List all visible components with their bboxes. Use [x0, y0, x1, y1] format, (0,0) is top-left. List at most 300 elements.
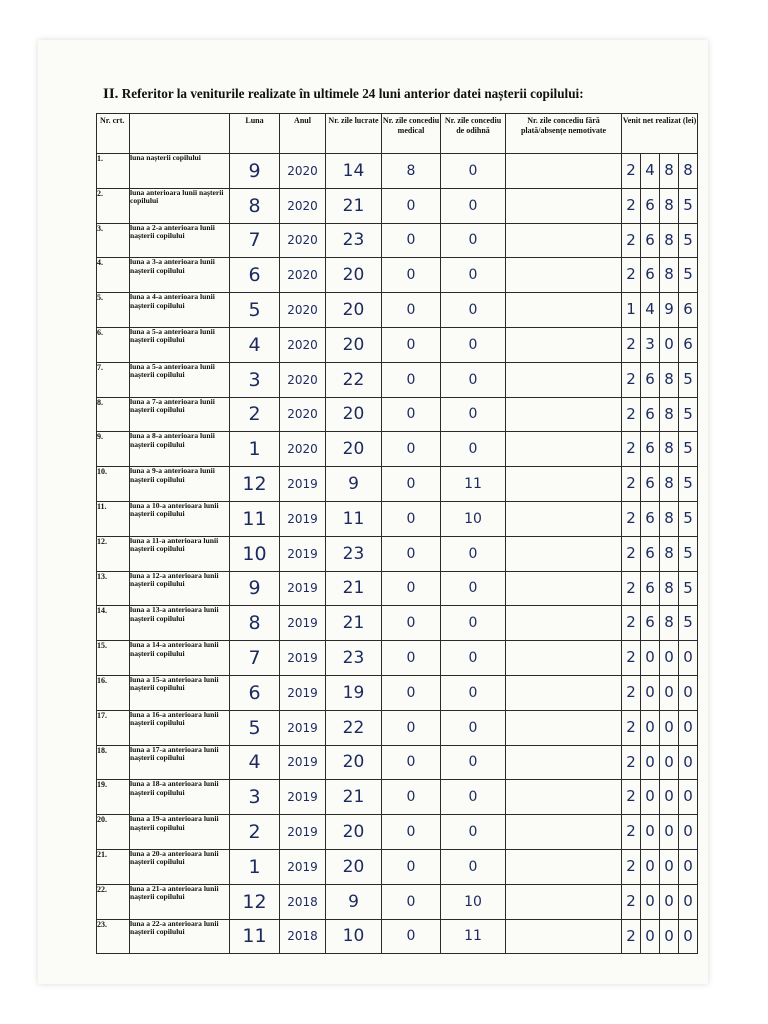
net-income-digit: 0 — [659, 328, 678, 362]
net-income-digit: 1 — [626, 300, 636, 319]
month-value: 8 — [230, 188, 280, 223]
row-description: luna a 5-a anterioara lunii nașterii copilului — [130, 327, 230, 362]
net-income-digit: 5 — [678, 467, 697, 501]
section-title — [103, 86, 703, 103]
table-row — [97, 571, 698, 606]
table-row — [97, 258, 698, 293]
net-income-digit: 6 — [640, 189, 659, 223]
medical-leave-value: 0 — [382, 362, 441, 397]
net-income-cell — [622, 745, 698, 780]
medical-leave-value: 0 — [382, 884, 441, 919]
net-income-digit: 8 — [659, 363, 678, 397]
header-description — [130, 114, 230, 154]
net-income-digit: 2 — [626, 717, 636, 736]
medical-leave-value: 0 — [382, 258, 441, 293]
row-description: luna a 9-a anterioara lunii nașterii copilului — [130, 467, 230, 502]
net-income-cell — [622, 675, 698, 710]
unpaid-leave-value — [506, 362, 622, 397]
year-value: 2019 — [280, 501, 326, 536]
net-income-digits — [622, 537, 697, 571]
net-income-digit: 2 — [626, 926, 636, 945]
net-income-digit: 6 — [640, 606, 659, 640]
net-income-digit: 0 — [640, 641, 659, 675]
row-number: 16. — [97, 675, 130, 710]
rest-leave-value: 0 — [441, 154, 506, 189]
worked-days-value: 22 — [326, 362, 382, 397]
table-row — [97, 780, 698, 815]
rest-leave-value: 10 — [441, 884, 506, 919]
row-description: luna a 10-a anterioara lunii nașterii copilului — [130, 501, 230, 536]
net-income-digit: 2 — [626, 474, 636, 493]
net-income-digit: 4 — [640, 293, 659, 327]
unpaid-leave-value — [506, 849, 622, 884]
medical-leave-value: 0 — [382, 327, 441, 362]
net-income-digit: 8 — [659, 154, 678, 188]
row-description: luna a 20-a anterioara lunii nașterii copilului — [130, 849, 230, 884]
rest-leave-value: 0 — [441, 849, 506, 884]
net-income-digits — [622, 398, 697, 432]
row-number: 18. — [97, 745, 130, 780]
unpaid-leave-value — [506, 780, 622, 815]
net-income-digit: 0 — [640, 920, 659, 954]
net-income-digit: 5 — [678, 502, 697, 536]
rest-leave-value: 0 — [441, 606, 506, 641]
header-concediu-medical: Nr. zile concediu medical — [382, 114, 441, 154]
net-income-digit: 0 — [659, 676, 678, 710]
net-income-digit: 6 — [640, 224, 659, 258]
unpaid-leave-value — [506, 815, 622, 850]
net-income-cell — [622, 606, 698, 641]
unpaid-leave-value — [506, 397, 622, 432]
worked-days-value: 20 — [326, 815, 382, 850]
section-title-text: Referitor la veniturile realizate în ultimele 24 luni anterior datei nașterii copilului: — [121, 86, 584, 101]
net-income-digits — [622, 258, 697, 292]
year-value: 2020 — [280, 258, 326, 293]
row-description: luna a 13-a anterioara lunii nașterii copilului — [130, 606, 230, 641]
medical-leave-value: 0 — [382, 188, 441, 223]
row-description: luna a 21-a anterioara lunii nașterii copilului — [130, 884, 230, 919]
unpaid-leave-value — [506, 675, 622, 710]
year-value: 2019 — [280, 536, 326, 571]
row-number: 6. — [97, 327, 130, 362]
rest-leave-value: 0 — [441, 536, 506, 571]
medical-leave-value: 0 — [382, 710, 441, 745]
row-number: 3. — [97, 223, 130, 258]
row-number: 4. — [97, 258, 130, 293]
table-row — [97, 154, 698, 189]
table-row — [97, 293, 698, 328]
table-row — [97, 745, 698, 780]
net-income-digit: 5 — [678, 537, 697, 571]
net-income-digit: 2 — [626, 195, 636, 214]
income-table — [96, 113, 698, 954]
rest-leave-value: 0 — [441, 223, 506, 258]
net-income-digits — [622, 850, 697, 884]
net-income-digit: 0 — [659, 850, 678, 884]
month-value: 2 — [230, 815, 280, 850]
net-income-digit: 6 — [640, 258, 659, 292]
month-value: 4 — [230, 745, 280, 780]
year-value: 2020 — [280, 362, 326, 397]
year-value: 2020 — [280, 327, 326, 362]
net-income-digit: 2 — [626, 891, 636, 910]
net-income-digit: 5 — [678, 606, 697, 640]
rest-leave-value: 0 — [441, 675, 506, 710]
worked-days-value: 20 — [326, 745, 382, 780]
net-income-digit: 6 — [640, 363, 659, 397]
worked-days-value: 9 — [326, 467, 382, 502]
net-income-cell — [622, 327, 698, 362]
header-concediu-fara-plata: Nr. zile concediu fără plată/absențe nemotivate — [506, 114, 622, 154]
month-value: 2 — [230, 397, 280, 432]
header-nr: Nr. crt. — [97, 114, 130, 154]
worked-days-value: 21 — [326, 606, 382, 641]
net-income-digit: 0 — [678, 920, 697, 954]
net-income-digits — [622, 189, 697, 223]
header-venit: Venit net realizat (lei) — [622, 114, 698, 154]
unpaid-leave-value — [506, 641, 622, 676]
net-income-digit: 0 — [659, 780, 678, 814]
header-concediu-odihna: Nr. zile concediu de odihnă — [441, 114, 506, 154]
rest-leave-value: 0 — [441, 258, 506, 293]
unpaid-leave-value — [506, 501, 622, 536]
year-value: 2019 — [280, 606, 326, 641]
year-value: 2018 — [280, 884, 326, 919]
table-row — [97, 641, 698, 676]
row-number: 12. — [97, 536, 130, 571]
net-income-digit: 0 — [640, 815, 659, 849]
row-description: luna a 12-a anterioara lunii nașterii copilului — [130, 571, 230, 606]
net-income-digit: 5 — [678, 398, 697, 432]
medical-leave-value: 0 — [382, 849, 441, 884]
rest-leave-value: 0 — [441, 293, 506, 328]
net-income-digit: 2 — [626, 439, 636, 458]
net-income-digit: 2 — [626, 578, 636, 597]
row-description: luna a 17-a anterioara lunii nașterii copilului — [130, 745, 230, 780]
unpaid-leave-value — [506, 745, 622, 780]
row-description: luna a 3-a anterioara lunii nașterii copilului — [130, 258, 230, 293]
header-luna: Luna — [230, 114, 280, 154]
net-income-digit: 6 — [678, 328, 697, 362]
month-value: 8 — [230, 606, 280, 641]
net-income-cell — [622, 780, 698, 815]
net-income-digits — [622, 572, 697, 606]
row-description: luna a 7-a anterioara lunii nașterii copilului — [130, 397, 230, 432]
net-income-cell — [622, 536, 698, 571]
net-income-digit: 2 — [626, 369, 636, 388]
medical-leave-value: 0 — [382, 571, 441, 606]
net-income-digit: 2 — [626, 613, 636, 632]
net-income-cell — [622, 467, 698, 502]
medical-leave-value: 0 — [382, 815, 441, 850]
row-description: luna a 11-a anterioara lunii nașterii copilului — [130, 536, 230, 571]
net-income-cell — [622, 815, 698, 850]
table-header-row — [97, 114, 698, 154]
net-income-digit: 9 — [659, 293, 678, 327]
row-number: 7. — [97, 362, 130, 397]
row-description: luna a 8-a anterioara lunii nașterii copilului — [130, 432, 230, 467]
year-value: 2020 — [280, 397, 326, 432]
net-income-digits — [622, 780, 697, 814]
net-income-digit: 0 — [640, 850, 659, 884]
row-number: 20. — [97, 815, 130, 850]
net-income-digit: 5 — [678, 224, 697, 258]
net-income-digit: 2 — [626, 161, 636, 179]
row-number: 13. — [97, 571, 130, 606]
table-row — [97, 501, 698, 536]
medical-leave-value: 0 — [382, 606, 441, 641]
medical-leave-value: 0 — [382, 467, 441, 502]
unpaid-leave-value — [506, 467, 622, 502]
row-description: luna a 18-a anterioara lunii nașterii copilului — [130, 780, 230, 815]
rest-leave-value: 0 — [441, 745, 506, 780]
net-income-digit: 5 — [678, 258, 697, 292]
net-income-digit: 0 — [678, 676, 697, 710]
unpaid-leave-value — [506, 293, 622, 328]
net-income-digits — [622, 363, 697, 397]
net-income-digit: 2 — [626, 787, 636, 806]
unpaid-leave-value — [506, 258, 622, 293]
month-value: 12 — [230, 467, 280, 502]
net-income-digits — [622, 606, 697, 640]
net-income-digit: 2 — [626, 508, 636, 527]
row-description: luna a 15-a anterioara lunii nașterii copilului — [130, 675, 230, 710]
row-number: 11. — [97, 501, 130, 536]
year-value: 2019 — [280, 710, 326, 745]
month-value: 6 — [230, 258, 280, 293]
net-income-digit: 8 — [659, 572, 678, 606]
medical-leave-value: 0 — [382, 536, 441, 571]
worked-days-value: 23 — [326, 536, 382, 571]
unpaid-leave-value — [506, 327, 622, 362]
row-description: luna a 14-a anterioara lunii nașterii copilului — [130, 641, 230, 676]
net-income-digit: 0 — [678, 711, 697, 745]
row-number: 19. — [97, 780, 130, 815]
rest-leave-value: 0 — [441, 815, 506, 850]
month-value: 11 — [230, 501, 280, 536]
table-row — [97, 606, 698, 641]
net-income-digit: 6 — [640, 572, 659, 606]
net-income-digit: 2 — [626, 682, 636, 701]
net-income-digit: 8 — [659, 432, 678, 466]
net-income-digit: 0 — [659, 711, 678, 745]
worked-days-value: 20 — [326, 293, 382, 328]
month-value: 1 — [230, 849, 280, 884]
row-number: 17. — [97, 710, 130, 745]
table-row — [97, 188, 698, 223]
month-value: 9 — [230, 571, 280, 606]
year-value: 2019 — [280, 641, 326, 676]
worked-days-value: 20 — [326, 397, 382, 432]
net-income-cell — [622, 397, 698, 432]
net-income-cell — [622, 641, 698, 676]
year-value: 2020 — [280, 154, 326, 189]
net-income-digit: 5 — [678, 189, 697, 223]
net-income-digit: 2 — [626, 265, 636, 284]
net-income-cell — [622, 884, 698, 919]
net-income-digit: 6 — [640, 537, 659, 571]
net-income-digit: 0 — [640, 885, 659, 919]
net-income-digit: 8 — [659, 537, 678, 571]
month-value: 7 — [230, 223, 280, 258]
net-income-digit: 2 — [626, 543, 636, 562]
worked-days-value: 23 — [326, 641, 382, 676]
net-income-digits — [622, 676, 697, 710]
year-value: 2019 — [280, 467, 326, 502]
month-value: 3 — [230, 780, 280, 815]
net-income-digits — [622, 502, 697, 536]
month-value: 11 — [230, 919, 280, 954]
net-income-digit: 0 — [640, 676, 659, 710]
unpaid-leave-value — [506, 536, 622, 571]
net-income-cell — [622, 571, 698, 606]
net-income-digit: 8 — [659, 502, 678, 536]
year-value: 2020 — [280, 223, 326, 258]
worked-days-value: 20 — [326, 849, 382, 884]
table-row — [97, 710, 698, 745]
table-row — [97, 536, 698, 571]
unpaid-leave-value — [506, 919, 622, 954]
table-row — [97, 849, 698, 884]
net-income-digit: 0 — [678, 815, 697, 849]
net-income-cell — [622, 362, 698, 397]
net-income-cell — [622, 849, 698, 884]
net-income-digits — [622, 920, 697, 954]
year-value: 2020 — [280, 188, 326, 223]
worked-days-value: 22 — [326, 710, 382, 745]
row-description: luna anterioara lunii nașterii copilului — [130, 188, 230, 223]
net-income-digit: 0 — [659, 815, 678, 849]
rest-leave-value: 11 — [441, 919, 506, 954]
table-row — [97, 884, 698, 919]
year-value: 2019 — [280, 849, 326, 884]
net-income-digit: 0 — [678, 850, 697, 884]
net-income-digit: 0 — [640, 711, 659, 745]
net-income-digit: 5 — [678, 363, 697, 397]
net-income-digit: 0 — [659, 885, 678, 919]
worked-days-value: 23 — [326, 223, 382, 258]
month-value: 1 — [230, 432, 280, 467]
row-description: luna a 2-a anterioara lunii nașterii copilului — [130, 223, 230, 258]
worked-days-value: 10 — [326, 919, 382, 954]
row-number: 8. — [97, 397, 130, 432]
medical-leave-value: 0 — [382, 641, 441, 676]
unpaid-leave-value — [506, 188, 622, 223]
net-income-digit: 2 — [626, 752, 636, 771]
net-income-digit: 0 — [659, 641, 678, 675]
row-number: 22. — [97, 884, 130, 919]
medical-leave-value: 0 — [382, 432, 441, 467]
net-income-digits — [622, 432, 697, 466]
unpaid-leave-value — [506, 571, 622, 606]
net-income-digit: 2 — [626, 648, 636, 667]
year-value: 2020 — [280, 432, 326, 467]
table-row — [97, 327, 698, 362]
net-income-digit: 8 — [659, 398, 678, 432]
net-income-cell — [622, 501, 698, 536]
month-value: 10 — [230, 536, 280, 571]
month-value: 3 — [230, 362, 280, 397]
worked-days-value: 20 — [326, 258, 382, 293]
net-income-digits — [622, 293, 697, 327]
net-income-digit: 6 — [640, 432, 659, 466]
rest-leave-value: 0 — [441, 571, 506, 606]
month-value: 9 — [230, 154, 280, 189]
row-description: luna nașterii copilului — [130, 154, 230, 189]
month-value: 5 — [230, 293, 280, 328]
net-income-cell — [622, 188, 698, 223]
year-value: 2019 — [280, 815, 326, 850]
net-income-digits — [622, 328, 697, 362]
row-description: luna a 22-a anterioara lunii nașterii copilului — [130, 919, 230, 954]
row-description: luna a 16-a anterioara lunii nașterii copilului — [130, 710, 230, 745]
net-income-digit: 0 — [678, 885, 697, 919]
year-value: 2019 — [280, 745, 326, 780]
year-value: 2018 — [280, 919, 326, 954]
worked-days-value: 20 — [326, 432, 382, 467]
net-income-digit: 6 — [640, 467, 659, 501]
net-income-cell — [622, 432, 698, 467]
rest-leave-value: 0 — [441, 641, 506, 676]
medical-leave-value: 0 — [382, 223, 441, 258]
net-income-cell — [622, 919, 698, 954]
net-income-digits — [622, 224, 697, 258]
worked-days-value: 21 — [326, 188, 382, 223]
net-income-digits — [622, 711, 697, 745]
net-income-digit: 2 — [626, 856, 636, 875]
table-row — [97, 397, 698, 432]
rest-leave-value: 10 — [441, 501, 506, 536]
net-income-digit: 2 — [626, 404, 636, 423]
net-income-digits — [622, 467, 697, 501]
row-number: 10. — [97, 467, 130, 502]
net-income-digit: 2 — [626, 230, 636, 249]
net-income-digit: 8 — [659, 258, 678, 292]
year-value: 2020 — [280, 293, 326, 328]
net-income-digit: 0 — [678, 641, 697, 675]
table-row — [97, 919, 698, 954]
medical-leave-value: 0 — [382, 293, 441, 328]
net-income-digit: 0 — [678, 746, 697, 780]
year-value: 2019 — [280, 780, 326, 815]
worked-days-value: 14 — [326, 154, 382, 189]
net-income-digits — [622, 885, 697, 919]
worked-days-value: 20 — [326, 327, 382, 362]
net-income-cell — [622, 710, 698, 745]
row-number: 21. — [97, 849, 130, 884]
unpaid-leave-value — [506, 154, 622, 189]
medical-leave-value: 0 — [382, 780, 441, 815]
rest-leave-value: 0 — [441, 362, 506, 397]
rest-leave-value: 0 — [441, 327, 506, 362]
section-number: II. — [103, 86, 119, 102]
net-income-digit: 8 — [659, 189, 678, 223]
net-income-digits — [622, 815, 697, 849]
table-row — [97, 432, 698, 467]
row-number: 2. — [97, 188, 130, 223]
net-income-digit: 2 — [626, 334, 636, 353]
row-number: 9. — [97, 432, 130, 467]
worked-days-value: 21 — [326, 571, 382, 606]
header-anul: Anul — [280, 114, 326, 154]
worked-days-value: 11 — [326, 501, 382, 536]
unpaid-leave-value — [506, 884, 622, 919]
net-income-digit: 8 — [659, 467, 678, 501]
net-income-digit: 8 — [659, 224, 678, 258]
header-zile-lucrate: Nr. zile lucrate — [326, 114, 382, 154]
worked-days-value: 19 — [326, 675, 382, 710]
row-number: 1. — [97, 154, 130, 189]
